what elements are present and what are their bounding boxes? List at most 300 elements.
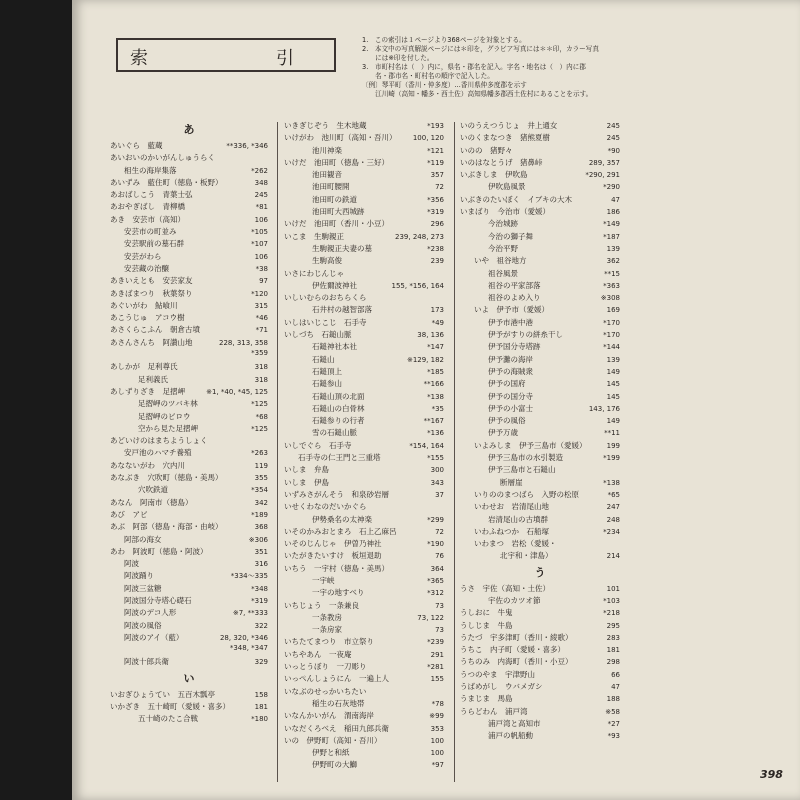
index-entry [284, 514, 444, 526]
index-entry [284, 145, 444, 157]
entry-pages: 145 [606, 392, 620, 401]
entry-term: 伊予市港中港 [488, 317, 533, 327]
entry-pages: 28, 320, *346 [219, 633, 268, 642]
index-entry [460, 120, 620, 132]
entry-term: いっとうぼり 一刀彫り [284, 662, 367, 672]
index-notes [362, 36, 622, 99]
entry-pages: *170 [603, 318, 620, 327]
entry-pages: *38 [255, 264, 268, 273]
note-line: 江川崎（高知・幡多・西土佐）高知県幡多郡西土佐村にあることを示す。 [362, 90, 593, 98]
entry-pages: 239, 248, 273 [395, 232, 444, 241]
index-entry [460, 341, 620, 353]
entry-pages: *65 [607, 490, 620, 499]
entry-term: いけだ 池田町（香川・小豆） [284, 219, 389, 229]
column-divider [454, 122, 455, 782]
entry-pages: 343 [430, 478, 444, 487]
index-title-box [116, 38, 336, 72]
entry-pages: *299 [427, 515, 444, 524]
entry-pages: **167 [423, 417, 444, 426]
entry-term: 石鎚山 [312, 354, 335, 364]
index-entry [460, 427, 620, 439]
index-entry [460, 550, 620, 562]
entry-pages: 245 [254, 191, 268, 200]
index-entry [460, 583, 620, 595]
index-entry [284, 206, 444, 218]
index-entry [460, 157, 620, 169]
note-line: 名・郡市名・町村名の順序で記入した。 [362, 72, 494, 80]
entry-term: 伊予の海賊衆 [488, 366, 533, 376]
entry-term: 石鎚神社本社 [312, 342, 357, 352]
entry-term: 安芸駅前の墓石群 [124, 239, 184, 249]
entry-term: いの 伊野町（高知・吾川） [284, 735, 382, 745]
entry-pages: *103 [603, 596, 620, 605]
index-entry [284, 477, 444, 489]
entry-term: 生駒高俊 [312, 256, 342, 266]
entry-term: いちたてまつり 市立祭り [284, 637, 374, 647]
entry-pages: 145 [606, 380, 620, 389]
entry-term: いりののまつばら 入野の松原 [474, 489, 579, 499]
entry-term: 宇佐のカツオ節 [488, 595, 541, 605]
entry-pages: *68 [255, 412, 268, 421]
index-entry [110, 558, 268, 570]
index-entry [110, 177, 268, 189]
entry-pages: 106 [254, 215, 268, 224]
entry-pages: 66 [611, 670, 620, 679]
index-entry [460, 730, 620, 742]
index-entry [110, 411, 268, 423]
entries-list [110, 689, 268, 726]
entry-pages: 139 [606, 244, 620, 253]
index-entry [284, 587, 444, 599]
entry-term: 今治平野 [488, 243, 518, 253]
entry-term: 生駒親正夫妻の墓 [312, 243, 372, 253]
entry-pages: 329 [254, 658, 268, 667]
index-entry [284, 329, 444, 341]
index-entry [460, 607, 620, 619]
entry-term: あおばしこう 青葉士弘 [110, 190, 193, 200]
entry-term: あさくらこふん 朝倉古墳 [110, 325, 200, 335]
entry-term: うつのやま 宇津野山 [460, 669, 535, 679]
entry-pages: *170 [603, 331, 620, 340]
note-line: には※印を付した。 [362, 54, 434, 62]
entry-pages: *363 [603, 281, 620, 290]
entry-term: 池田町腰開 [312, 182, 350, 192]
entry-term: あぶ 阿部（徳島・海部・由岐） [110, 522, 223, 532]
entry-term: 阿波のアイ（藍） [124, 632, 184, 642]
entry-term: いおぎひょうてい 五百木瓢亭 [110, 689, 215, 699]
index-entry [284, 366, 444, 378]
index-entry [284, 378, 444, 390]
entry-pages: *97 [431, 761, 444, 770]
entry-term: いわまつ 岩松（愛媛・ [474, 539, 557, 549]
entry-term: 池川神楽 [312, 145, 342, 155]
section-heading-i: い [183, 671, 195, 685]
index-entry [110, 460, 268, 472]
entry-term: うまじま 馬島 [460, 694, 513, 704]
entry-term: 伊予国分寺塔跡 [488, 342, 541, 352]
entry-term: 伊吹島風景 [488, 182, 526, 192]
index-entry [284, 501, 444, 513]
entry-pages: *193 [427, 122, 444, 130]
index-entry [460, 718, 620, 730]
entry-pages: 100 [430, 749, 444, 758]
entry-term: 石鎚参山 [312, 379, 342, 389]
entry-pages: 364 [430, 564, 444, 573]
entry-pages: 247 [606, 503, 620, 512]
entry-pages: *312 [427, 589, 444, 598]
index-entry [460, 132, 620, 144]
entry-pages: 76 [435, 552, 444, 561]
entry-term: あおやぎばし 青柳橋 [110, 202, 185, 212]
entry-pages: ※1, *40, *45, 125 [206, 387, 268, 396]
entry-term: いちじょう 一条兼良 [284, 600, 359, 610]
entry-pages: 100 [430, 736, 444, 745]
entry-term: いこま 生駒親正 [284, 231, 344, 241]
entry-pages: 186 [606, 208, 620, 217]
entry-term: うらどわん 浦戸湾 [460, 706, 528, 716]
entry-term: 五十崎のたこ合戦 [138, 714, 198, 724]
entry-pages: 362 [606, 257, 620, 266]
entry-pages: 283 [606, 633, 620, 642]
entry-term: いせくわなのだいかぐら [284, 502, 367, 512]
entry-pages: *185 [427, 367, 444, 376]
entry-term: 阿波 [124, 559, 139, 569]
entry-pages: 351 [254, 547, 268, 556]
index-entry [284, 341, 444, 353]
entry-term: 池田町の鉄道 [312, 194, 357, 204]
entry-term: あき 安芸市（高知） [110, 214, 185, 224]
entry-pages: 245 [606, 134, 620, 143]
index-entry [460, 526, 620, 538]
index-entry [460, 595, 620, 607]
index-entry [284, 550, 444, 562]
index-entry [110, 263, 268, 275]
index-entry [110, 374, 268, 386]
entry-term: 伊予万歳 [488, 428, 518, 438]
entry-pages: *262 [251, 166, 268, 175]
entry-term: 池田町大西城跡 [312, 207, 365, 217]
index-entry [110, 521, 268, 533]
index-entry [460, 231, 620, 243]
entry-term: うしじま 牛島 [460, 620, 513, 630]
index-entry [460, 366, 620, 378]
entry-pages: 169 [606, 306, 620, 315]
entry-term: いなんかいがん 渭南海岸 [284, 711, 374, 721]
entry-pages: *93 [607, 732, 620, 741]
title-char-right: 引 [276, 48, 294, 69]
entry-term: あきいえとも 安芸家友 [110, 276, 193, 286]
entry-pages: *149 [603, 220, 620, 229]
index-entry [110, 349, 268, 361]
index-entry [284, 575, 444, 587]
entry-pages: *290 [603, 183, 620, 192]
entry-term: うちこ 内子町（愛媛・喜多） [460, 645, 565, 655]
entry-term: 伊予の国分寺 [488, 391, 533, 401]
index-entry [284, 317, 444, 329]
index-entry [110, 238, 268, 250]
entry-pages: *49 [431, 318, 444, 327]
index-entry [284, 280, 444, 292]
entry-pages: *238 [427, 244, 444, 253]
entry-term: 浦戸の帆船動 [488, 731, 533, 741]
entry-pages: *154, 164 [409, 441, 444, 450]
entry-pages: 181 [606, 646, 620, 655]
index-entry [460, 620, 620, 632]
entry-term: 一宇の地すべり [312, 588, 365, 598]
entry-term: 空から見た足摺岬 [138, 423, 198, 433]
entry-pages: **166 [423, 380, 444, 389]
index-entry [284, 538, 444, 550]
entry-pages: 348 [254, 178, 268, 187]
entry-pages: *147 [427, 343, 444, 352]
index-entry [284, 440, 444, 452]
entry-term: いきぎじぞう 生木地蔵 [284, 121, 367, 130]
entry-pages: 315 [254, 301, 268, 310]
entry-pages: *359 [251, 349, 268, 358]
entry-pages: 322 [254, 621, 268, 630]
entry-term: 安芸藏の治醸 [124, 263, 169, 273]
title-char-left: 索 [130, 48, 148, 69]
index-entry [110, 337, 268, 349]
index-entry [284, 489, 444, 501]
entry-term: 阿波三盆糖 [124, 583, 162, 593]
index-entry [460, 501, 620, 513]
entry-term: いしま 弁島 [284, 465, 329, 475]
entry-term: いのくまなつき 猪熊夏樹 [460, 133, 550, 143]
entry-term: あなぶき 穴吹町（徳島・美馬） [110, 473, 223, 483]
entry-term: 雪の石鎚山脈 [312, 428, 357, 438]
entry-term: 石鎚頂上 [312, 366, 342, 376]
entry-pages: ※99 [429, 712, 444, 721]
entry-term: 石鎚山頂の北面 [312, 391, 365, 401]
entry-pages: 73 [435, 626, 444, 635]
index-entry [460, 181, 620, 193]
entry-pages: *189 [251, 510, 268, 519]
entry-pages: *319 [251, 596, 268, 605]
entry-pages: 158 [254, 690, 268, 699]
entry-pages: 239 [430, 257, 444, 266]
index-entry [110, 620, 268, 632]
index-entry [284, 636, 444, 648]
entry-term: いなぶのせっかいちたい [284, 686, 367, 696]
entry-term: 断層崖 [500, 477, 523, 487]
entry-term: いしはいじこじ 石手寺 [284, 317, 367, 327]
index-entry [460, 391, 620, 403]
entry-term: 稲生の石灰地帯 [312, 698, 365, 708]
entry-pages: *239 [427, 638, 444, 647]
entry-pages: *180 [251, 715, 268, 724]
index-entry [110, 713, 268, 725]
index-entry [284, 464, 444, 476]
entry-term: 相生の海岸集落 [124, 165, 177, 175]
index-entry [460, 656, 620, 668]
entry-pages: *290, 291 [585, 171, 620, 180]
index-entry [110, 214, 268, 226]
index-entry [284, 194, 444, 206]
index-entry [284, 686, 444, 698]
entry-pages: *334～335 [230, 572, 268, 581]
index-entry [284, 157, 444, 169]
entry-term: いしでぐら 石手寺 [284, 440, 352, 450]
note-line: 1. この索引は１ページより368ページを対象とする。 [362, 36, 526, 44]
entries-list [284, 120, 444, 772]
entry-term: 足利義氏 [138, 374, 168, 384]
entry-pages: 149 [606, 367, 620, 376]
entry-pages: *125 [251, 424, 268, 433]
entry-pages: 298 [606, 658, 620, 667]
entry-term: 阿波十郎兵衛 [124, 657, 169, 667]
section-heading-a: あ [183, 123, 195, 136]
index-entry [110, 288, 268, 300]
entry-term: あなないがわ 穴内川 [110, 460, 185, 470]
entry-pages: *105 [251, 228, 268, 237]
entry-term: いっぺんしょうにん 一遍上人 [284, 674, 389, 684]
entry-pages: **11 [604, 429, 620, 438]
index-entry [284, 132, 444, 144]
entry-term: 阿波国分寺塔心礎石 [124, 595, 192, 605]
index-entry [460, 243, 620, 255]
entry-term: いぶきのたいぼく イブキの大木 [460, 194, 572, 204]
index-entry [110, 570, 268, 582]
entry-term: あしかが 足利尊氏 [110, 362, 178, 372]
entry-pages: *234 [603, 527, 620, 536]
entry-term: あび アビ [110, 509, 148, 519]
entry-term: いわふねつか 石船塚 [474, 526, 549, 536]
index-entry [110, 275, 268, 287]
index-entry [460, 644, 620, 656]
entry-term: 伊佐爾波神社 [312, 280, 357, 290]
index-entry [284, 452, 444, 464]
index-entry [460, 415, 620, 427]
index-entry [110, 595, 268, 607]
entry-term: あなん 阿南市（徳島） [110, 497, 193, 507]
entry-pages: 97 [259, 277, 268, 286]
index-column-3 [460, 120, 620, 743]
entry-term: 一条教房 [312, 612, 342, 622]
entry-pages: *138 [427, 392, 444, 401]
entry-term: あいずみ 藍住町（徳島・板野） [110, 177, 223, 187]
entry-term: 今治の獅子舞 [488, 231, 533, 241]
entry-pages: *121 [427, 146, 444, 155]
entry-pages: *125 [251, 400, 268, 409]
entry-pages: *263 [251, 449, 268, 458]
entry-term: いしま 伊島 [284, 477, 329, 487]
entry-term: あどいけのはまちようしょく [110, 436, 208, 446]
index-entry [284, 600, 444, 612]
entry-term: いけがわ 池川町（高知・吾川） [284, 133, 397, 143]
index-entry [460, 378, 620, 390]
index-entry [284, 403, 444, 415]
entry-term: 今治城跡 [488, 219, 518, 229]
entry-term: いそのじんじゃ 伊曽乃神社 [284, 539, 382, 549]
index-entry [460, 206, 620, 218]
index-entry [110, 152, 268, 164]
entry-term: いのうえつうじょ 井上通女 [460, 121, 558, 130]
index-entry [460, 440, 620, 452]
index-entry [110, 140, 268, 152]
entry-pages: 342 [254, 498, 268, 507]
entry-term: 阿部の海女 [124, 534, 162, 544]
entry-pages: 295 [606, 621, 620, 630]
entry-term: うちのみ 内海町（香川・小豆） [460, 657, 573, 667]
entry-term: 祖谷のよめ入り [488, 293, 541, 303]
entry-pages: **15 [604, 269, 620, 278]
entry-pages: 316 [254, 560, 268, 569]
entry-pages: *218 [603, 609, 620, 618]
index-entry [110, 701, 268, 713]
entry-term: 安芸がわら [124, 251, 162, 261]
entry-term: 伊予がすりの絣糸干し [488, 330, 563, 340]
entry-term: 伊予の小富士 [488, 403, 533, 413]
index-entry [110, 386, 268, 398]
index-entry [110, 435, 268, 447]
entry-pages: 119 [254, 461, 268, 470]
entry-term: いかざき 五十崎町（愛媛・喜多） [110, 702, 230, 712]
entry-pages: ※58 [605, 707, 620, 716]
entry-pages: 47 [611, 195, 620, 204]
note-line: 3. 市町村名は（ ）内に，県名・郡名を記入。字名・地名は（ ）内に郡 [362, 63, 586, 71]
index-entry [460, 477, 620, 489]
index-entry [284, 255, 444, 267]
index-entry [460, 669, 620, 681]
entry-term: 岩清尾山の古墳群 [488, 514, 548, 524]
index-entry [460, 489, 620, 501]
entry-term: いそのかみおとまろ 石上乙麻呂 [284, 526, 397, 536]
index-entry [460, 145, 620, 157]
index-entry [284, 624, 444, 636]
entry-pages: ※306 [248, 535, 268, 544]
entries-list [460, 583, 620, 743]
index-entry [460, 169, 620, 181]
index-entry [284, 563, 444, 575]
entry-pages: 214 [606, 552, 620, 561]
entry-pages: 357 [430, 171, 444, 180]
index-entry [460, 292, 620, 304]
index-entry [110, 300, 268, 312]
entry-term: 伊野町の大鰤 [312, 760, 357, 770]
note-line: 2. 本文中の写真解説ページには＊印を，グラビア写真には＊＊印，カラー写真 [362, 45, 599, 53]
entry-pages: 368 [254, 523, 268, 532]
index-entry [284, 292, 444, 304]
note-line: 〔例〕琴平町（香川・仲多度）…香川県仲多度郡を示す [362, 81, 527, 89]
index-entry [110, 534, 268, 546]
index-column-1 [110, 120, 268, 726]
entry-pages: *144 [603, 343, 620, 352]
entry-term: 阿波踊り [124, 571, 154, 581]
entry-pages: *81 [255, 203, 268, 212]
index-entry [110, 447, 268, 459]
entries-list [110, 140, 268, 669]
entry-pages: 149 [606, 417, 620, 426]
index-entry [460, 452, 620, 464]
entry-pages: *281 [427, 663, 444, 672]
index-entry [284, 391, 444, 403]
entry-term: 池田観音 [312, 170, 342, 180]
entry-term: いけだ 池田町（徳島・三好） [284, 157, 389, 167]
entry-pages: ※308 [600, 294, 620, 303]
entry-term: 伊勢桑名の太神楽 [312, 514, 372, 524]
index-entry [284, 218, 444, 230]
entry-pages: 101 [606, 584, 620, 593]
entry-pages: 73, 122 [417, 613, 444, 622]
entry-term: 伊野と和紙 [312, 748, 350, 758]
index-entry [460, 681, 620, 693]
index-entry [284, 181, 444, 193]
entry-pages: 289, 357 [588, 158, 620, 167]
index-entry [284, 231, 444, 243]
entry-term: いぶきしま 伊吹島 [460, 170, 528, 180]
index-entry [110, 324, 268, 336]
